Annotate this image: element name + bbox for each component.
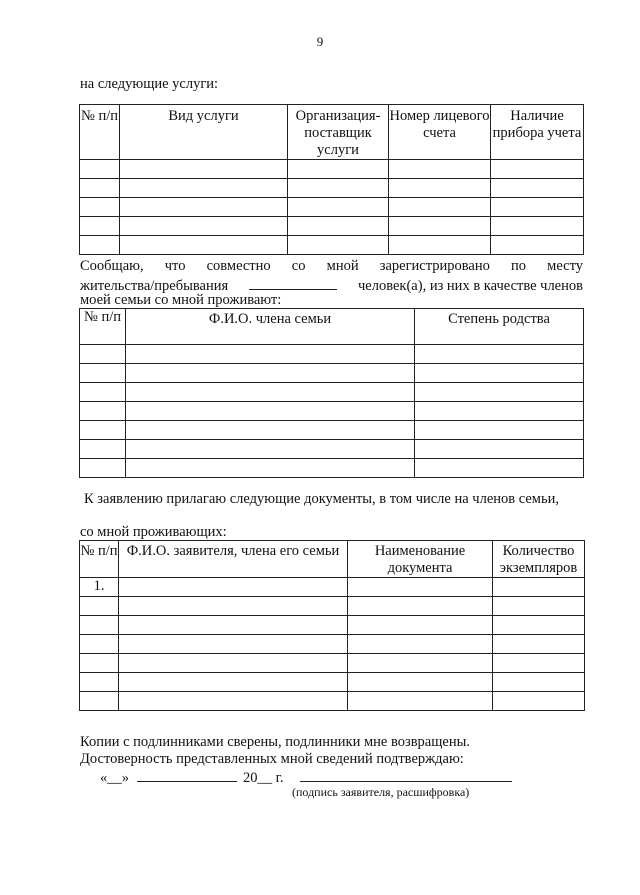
table-cell: [119, 616, 348, 635]
table-row: [80, 364, 584, 383]
table-cell: [415, 383, 584, 402]
table-cell: [288, 160, 389, 179]
table-cell: [80, 459, 126, 478]
table-cell: [126, 364, 415, 383]
date-year: 20__ г.: [243, 770, 284, 786]
table-cell: [80, 421, 126, 440]
table-cell: [119, 635, 348, 654]
table-cell: [126, 440, 415, 459]
table-cell: [120, 236, 288, 255]
table-cell: [348, 635, 493, 654]
family-para-line2-start: жительства/пребывания: [80, 278, 229, 294]
table-row: [80, 217, 584, 236]
table-cell: [126, 459, 415, 478]
services-header-cell: Организация-поставщик услуги: [288, 105, 389, 160]
services-header-cell: Номер лицевого счета: [389, 105, 491, 160]
table-cell: [80, 160, 120, 179]
table-cell: [415, 364, 584, 383]
table-cell: [389, 217, 491, 236]
table-cell: [491, 236, 584, 255]
table-cell: [80, 673, 119, 692]
table-cell: 1.: [80, 578, 119, 597]
family-header-cell: Ф.И.О. члена семьи: [126, 309, 415, 345]
services-header-row: [80, 105, 584, 160]
documents-table: [79, 540, 585, 711]
table-cell: [415, 440, 584, 459]
table-row: [80, 654, 585, 673]
table-cell: [119, 654, 348, 673]
table-row: [80, 616, 585, 635]
table-cell: [493, 616, 585, 635]
table-cell: [389, 198, 491, 217]
table-cell: [80, 440, 126, 459]
services-header-cell: № п/п: [80, 105, 120, 160]
table-cell: [493, 692, 585, 711]
date-month-blank[interactable]: [137, 767, 237, 782]
table-cell: [126, 345, 415, 364]
table-cell: [80, 654, 119, 673]
documents-header-row: [80, 541, 585, 578]
table-cell: [80, 198, 120, 217]
table-cell: [80, 345, 126, 364]
table-row: [80, 383, 584, 402]
family-header-cell: Степень родства: [415, 309, 584, 345]
table-cell: [120, 198, 288, 217]
table-cell: [80, 692, 119, 711]
table-cell: [491, 198, 584, 217]
table-row: [80, 635, 585, 654]
table-cell: [80, 616, 119, 635]
services-header-cell: Вид услуги: [120, 105, 288, 160]
table-cell: [119, 597, 348, 616]
table-cell: [126, 383, 415, 402]
table-row: [80, 402, 584, 421]
family-para-line1: Сообщаю, что совместно со мной зарегистрировано по месту: [80, 258, 583, 274]
table-cell: [120, 179, 288, 198]
table-cell: [348, 597, 493, 616]
docs-para-line1: К заявлению прилагаю следующие документы, в том числе на членов семьи,: [84, 491, 559, 507]
table-row: [80, 421, 584, 440]
table-cell: [415, 421, 584, 440]
table-cell: [119, 692, 348, 711]
confirmation-line: Достоверность представленных мной сведений подтверждаю:: [80, 751, 464, 767]
services-table: [79, 104, 584, 255]
table-cell: [288, 217, 389, 236]
table-cell: [415, 345, 584, 364]
table-cell: [80, 383, 126, 402]
table-row: [80, 692, 585, 711]
table-cell: [80, 635, 119, 654]
table-cell: [493, 654, 585, 673]
table-row: [80, 459, 584, 478]
docs-para-line2: со мной проживающих:: [80, 524, 227, 540]
table-cell: [491, 217, 584, 236]
family-header-row: [80, 309, 584, 345]
table-cell: [348, 654, 493, 673]
page-number: 9: [316, 34, 324, 49]
table-cell: [288, 179, 389, 198]
table-cell: [348, 692, 493, 711]
documents-header-cell: № п/п: [80, 541, 119, 578]
table-row: [80, 160, 584, 179]
family-members-table: [79, 308, 584, 478]
date-signature-line: [100, 767, 512, 787]
table-cell: [80, 597, 119, 616]
services-header-cell: Наличие прибора учета: [491, 105, 584, 160]
copies-verified-line: Копии с подлинниками сверены, подлинники мне возвращены.: [80, 734, 470, 750]
table-cell: [348, 578, 493, 597]
table-row: [80, 236, 584, 255]
table-cell: [493, 673, 585, 692]
table-cell: [493, 578, 585, 597]
table-cell: [491, 160, 584, 179]
date-day: «__»: [100, 770, 129, 786]
table-row: [80, 179, 584, 198]
family-para-line2-end: человек(а), из них в качестве членов: [358, 278, 583, 294]
table-cell: [389, 179, 491, 198]
table-cell: [493, 597, 585, 616]
table-cell: [389, 236, 491, 255]
table-row: [80, 440, 584, 459]
table-cell: [348, 673, 493, 692]
table-cell: [119, 673, 348, 692]
family-header-cell: № п/п: [80, 309, 126, 345]
table-cell: [348, 616, 493, 635]
documents-header-cell: Ф.И.О. заявителя, члена его семьи: [119, 541, 348, 578]
table-cell: [120, 160, 288, 179]
table-cell: [80, 217, 120, 236]
table-cell: [80, 402, 126, 421]
intro-line: на следующие услуги:: [80, 76, 219, 92]
table-cell: [389, 160, 491, 179]
family-para-line3: моей семьи со мной проживают:: [80, 292, 282, 308]
table-cell: [415, 459, 584, 478]
signature-blank[interactable]: [300, 767, 512, 782]
table-cell: [126, 421, 415, 440]
table-cell: [288, 236, 389, 255]
documents-header-cell: Количество экземпляров: [493, 541, 585, 578]
table-cell: [493, 635, 585, 654]
table-cell: [119, 578, 348, 597]
table-row: [80, 673, 585, 692]
table-cell: [120, 217, 288, 236]
table-cell: [126, 402, 415, 421]
table-row: [80, 198, 584, 217]
table-cell: [415, 402, 584, 421]
table-row: [80, 345, 584, 364]
signature-caption: (подпись заявителя, расшифровка): [292, 785, 470, 799]
table-cell: [80, 364, 126, 383]
table-cell: [288, 198, 389, 217]
people-count-blank[interactable]: [249, 275, 337, 290]
table-cell: [80, 236, 120, 255]
table-cell: [491, 179, 584, 198]
table-row: [80, 597, 585, 616]
documents-header-cell: Наименование документа: [348, 541, 493, 578]
table-cell: [80, 179, 120, 198]
table-row: [80, 578, 585, 597]
